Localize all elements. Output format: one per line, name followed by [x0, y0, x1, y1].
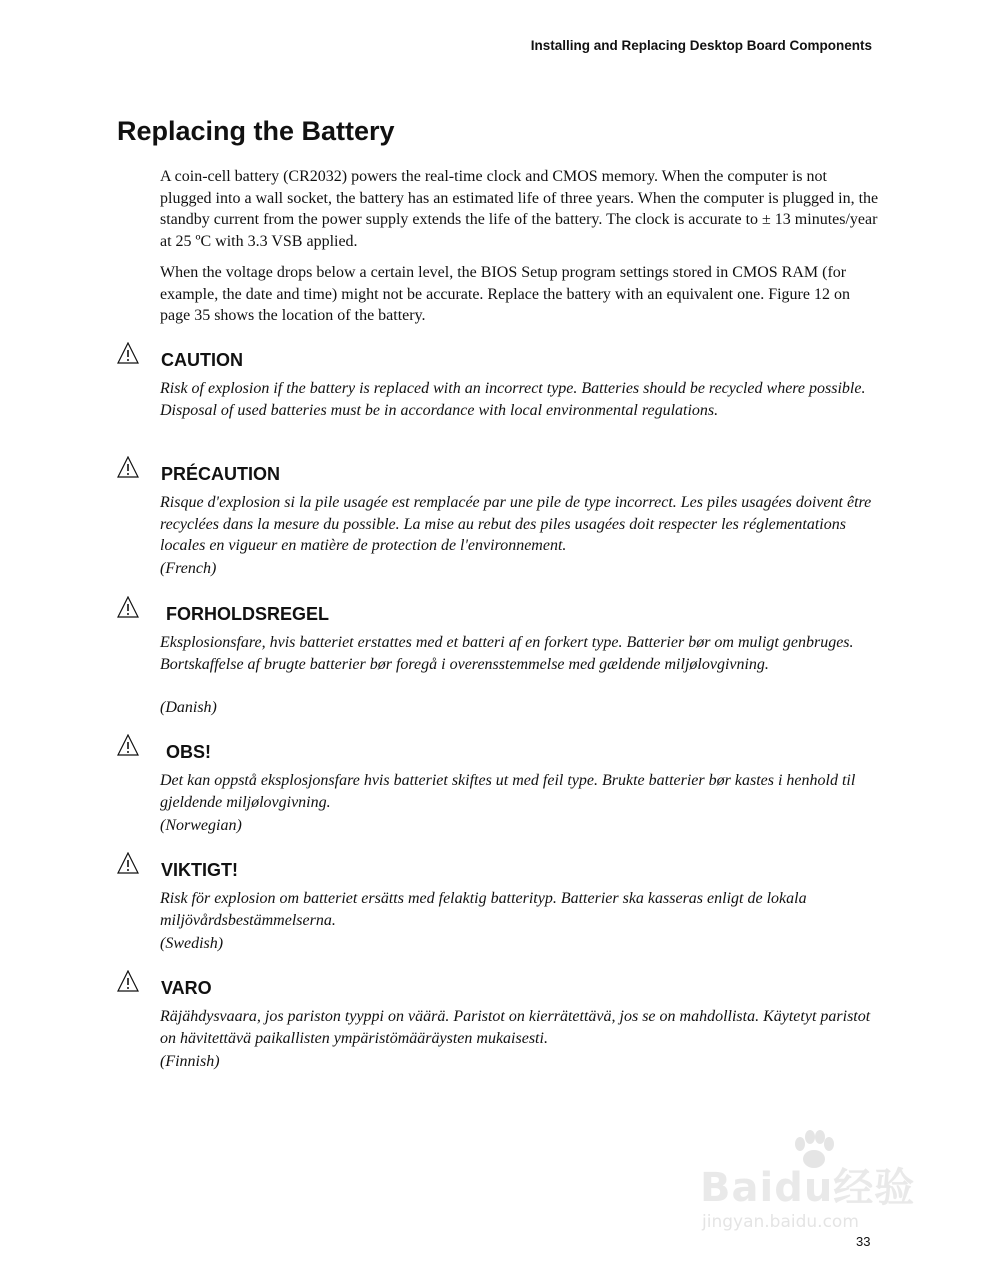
warning-triangle-icon [117, 852, 139, 874]
caution-title-finnish: VARO [161, 978, 212, 998]
warning-triangle-icon [117, 970, 139, 992]
intro-paragraph-2: When the voltage drops below a certain level, the BIOS Setup program settings stored in CMOS RAM (for example, the date and time) might not be accurate. Replace the battery with an equivalent one. Figure 12 on page 35 shows the location of the battery. [160, 264, 850, 324]
caution-text-french: Risque d'explosion si la pile usagée est remplacée par une pile de type incorrect. Les piles usagées doivent être recyclées dans la mesure du possible. La mise au rebut des piles usagées doit respecter les réglementations locales en vigueur en matière de protection de l'environnement. [160, 494, 872, 554]
caution-text: Risk of explosion if the battery is replaced with an incorrect type. Batteries should be recycled where possible. Disposal of used batteries must be in accordance with local environmental regulations. [160, 380, 866, 419]
caution-title-norwegian: OBS! [166, 742, 211, 762]
language-label: (Swedish) [160, 935, 224, 952]
section-title: Replacing the Battery [117, 116, 395, 146]
watermark-url: jingyan.baidu.com [702, 1212, 859, 1232]
baidu-watermark [700, 1130, 940, 1240]
caution-title: CAUTION [161, 350, 243, 370]
language-label: (Danish) [160, 699, 217, 716]
caution-text-finnish: Räjähdysvaara, jos pariston tyyppi on väärä. Paristot on kierrätettävä, jos se on mahdollista. Käytetyt paristot on hävitettävä paikallisten ympäristömääräysten mukaisesti. [160, 1008, 871, 1047]
caution-text-danish: Eksplosionsfare, hvis batteriet erstattes med et batteri af en forkert type. Batterier bør om muligt genbruges. Bortskaffelse af brugte batterier bør foregå i overensstemmelse med gældende miljølovgivning. [160, 634, 854, 673]
caution-text-swedish: Risk för explosion om batteriet ersätts med felaktig batterityp. Batterier ska kasseras enligt de lokala miljövårdsbestämmelserna. [160, 890, 807, 929]
running-header: Installing and Replacing Desktop Board Components [530, 38, 872, 53]
warning-triangle-icon [117, 734, 139, 756]
caution-text-norwegian: Det kan oppstå eksplosjonsfare hvis batteriet skiftes ut med feil type. Brukte batterier bør kastes i henhold til gjeldende miljølovgivning. [160, 772, 856, 811]
language-label: (Norwegian) [160, 817, 242, 834]
caution-title-danish: FORHOLDSREGEL [166, 604, 330, 624]
warning-triangle-icon [117, 456, 139, 478]
page-number: 33 [856, 1234, 871, 1249]
intro-paragraph-1: A coin-cell battery (CR2032) powers the real-time clock and CMOS memory. When the computer is not plugged into a wall socket, the battery has an estimated life of three years. When the computer is plugged in, the standby current from the power supply extends the life of the battery. The clock is accurate to ± 13 minutes/year at 25 ºC with 3.3 VSB applied. [160, 168, 879, 250]
language-label: (French) [160, 560, 217, 577]
caution-title-swedish: VIKTIGT! [161, 860, 238, 880]
caution-title-french: PRÉCAUTION [161, 464, 281, 484]
language-label: (Finnish) [160, 1053, 220, 1070]
warning-triangle-icon [117, 596, 139, 618]
warning-triangle-icon [117, 342, 139, 364]
watermark-brand: Baidu经验 [700, 1165, 916, 1211]
